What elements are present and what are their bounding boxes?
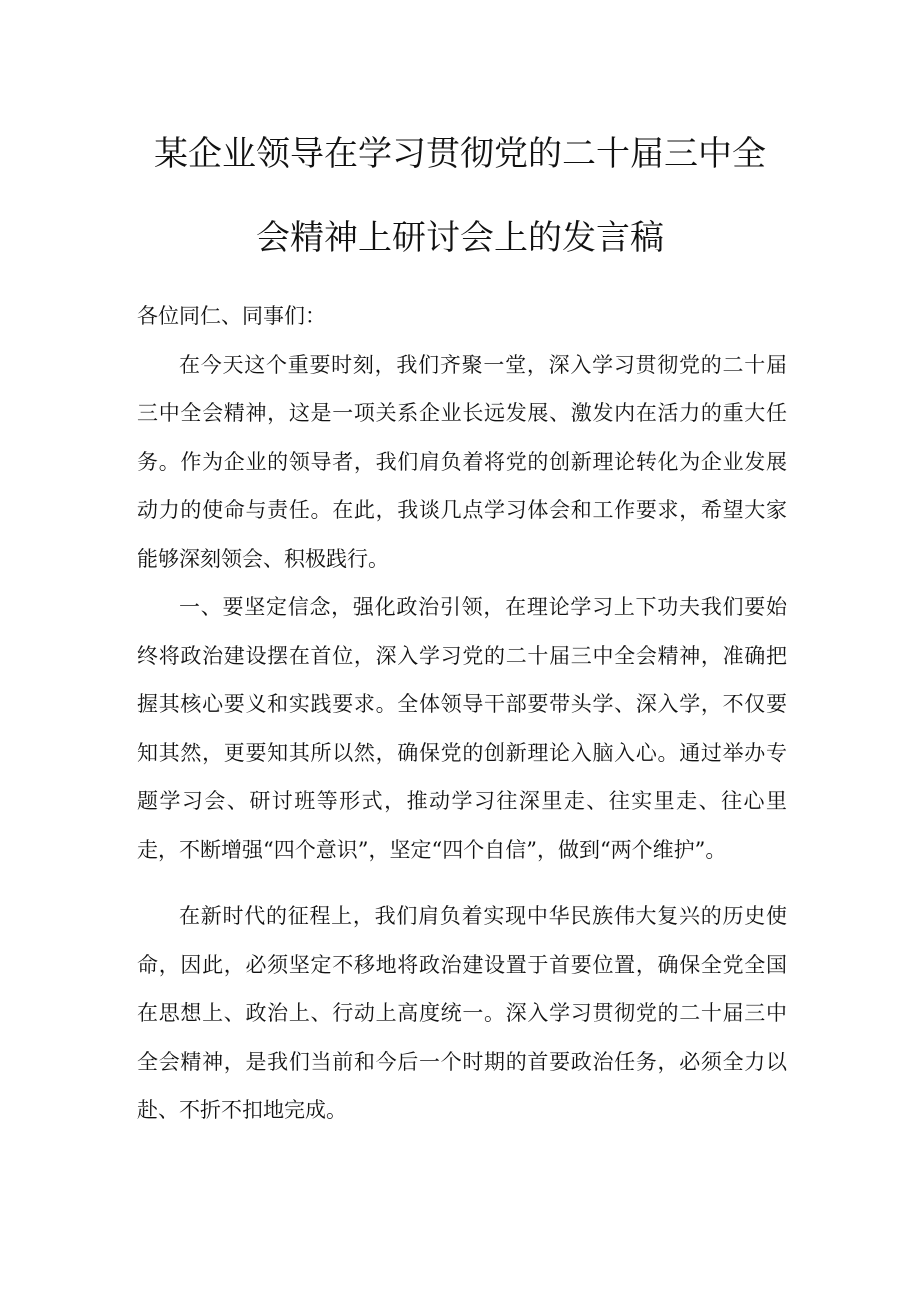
- document-body: [137, 292, 787, 1135]
- paragraph-3: 在新时代的征程上，我们肩负着实现中华民族伟大复兴的历史使命，因此，必须坚定不移地将政治建设置于首要位置，确保全党全国在思想上、政治上、行动上高度统一。深入学习贯彻党的二十届三中全会精神，是我们当前和今后一个时期的首要政治任务，必须全力以赴、不折不扣地完成。: [137, 904, 787, 1122]
- paragraph-2: 一、要坚定信念，强化政治引领，在理论学习上下功夫我们要始终将政治建设摆在首位，深入学习党的二十届三中全会精神，准确把握其核心要义和实践要求。全体领导干部要带头学、深入学，不仅要知其然，更要知其所以然，确保党的创新理论入脑入心。通过举办专题学习会、研讨班等形式，推动学习往深里走、往实里走、往心里走，不断增强“四个意识”，坚定“四个自信”，做到“两个维护”。: [137, 595, 787, 862]
- document-title: [0, 132, 920, 260]
- paragraph-1: 在今天这个重要时刻，我们齐聚一堂，深入学习贯彻党的二十届三中全会精神，这是一项关系企业长远发展、激发内在活力的重大任务。作为企业的领导者，我们肩负着将党的创新理论转化为企业发展动力的使命与责任。在此，我谈几点学习体会和工作要求，希望大家能够深刻领会、积极践行。: [137, 352, 787, 571]
- salutation: 各位同仁、同事们：: [137, 304, 326, 328]
- title-line-1: 某企业领导在学习贯彻党的二十届三中全: [154, 134, 766, 174]
- title-line-2: 会精神上研讨会上的发言稿: [256, 218, 664, 258]
